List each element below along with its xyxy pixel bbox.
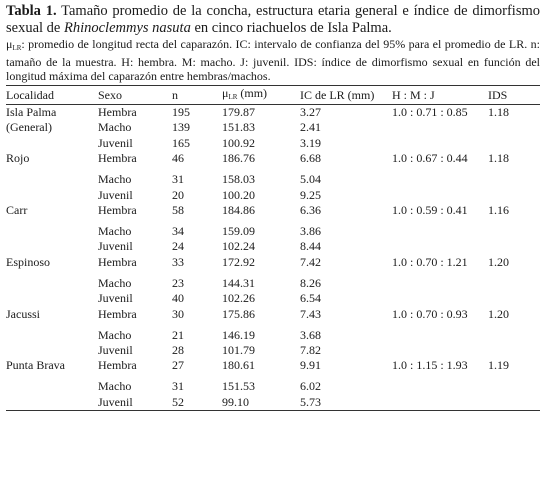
header-ic: IC de LR (mm) <box>300 86 392 105</box>
table-row <box>6 136 540 151</box>
cell-sexo: Macho <box>98 379 132 394</box>
cell-ids: 1.20 <box>488 306 509 321</box>
cell-mu: 144.31 <box>222 275 255 290</box>
cell-ids <box>488 328 540 343</box>
cell-mu: 102.24 <box>222 239 255 254</box>
cell-localidad: (General) <box>6 120 52 135</box>
cell-sexo: Hembra <box>98 358 137 373</box>
cell-ic: 8.26 <box>300 275 321 290</box>
cell-ratio: 1.0 : 0.59 : 0.41 <box>392 203 468 218</box>
cell-sexo: Juvenil <box>98 291 133 306</box>
cell-ids <box>488 120 540 135</box>
header-hmj: H : M : J <box>392 86 488 105</box>
cell-localidad <box>6 343 98 358</box>
cell-ids <box>488 224 540 239</box>
cell-sexo: Hembra <box>98 105 137 119</box>
cell-n: 52 <box>172 395 222 411</box>
table-row <box>6 328 540 343</box>
cell-mu: 172.92 <box>222 254 255 269</box>
cell-sexo: Macho <box>98 224 132 239</box>
cell-sexo: Juvenil <box>98 395 172 411</box>
cell-sexo: Juvenil <box>98 343 133 358</box>
cell-sexo: Juvenil <box>98 135 133 150</box>
cell-mu: 175.86 <box>222 306 255 321</box>
cell-sexo: Juvenil <box>98 187 133 202</box>
cell-ic: 6.68 <box>300 151 321 166</box>
header-mu-symbol: μ <box>222 86 229 100</box>
table-row <box>6 105 540 121</box>
cell-mu: 146.19 <box>222 327 255 342</box>
cell-ids: 1.18 <box>488 151 509 166</box>
cell-ratio <box>392 328 488 343</box>
cell-ratio: 1.0 : 0.70 : 0.93 <box>392 306 468 321</box>
cell-ratio <box>392 395 488 411</box>
cell-ic: 3.27 <box>300 105 321 119</box>
cell-localidad <box>6 239 98 254</box>
cell-mu: 102.26 <box>222 291 255 306</box>
table-row <box>6 276 540 291</box>
table-row <box>6 239 540 254</box>
cell-mu: 100.20 <box>222 187 255 202</box>
cell-sexo: Macho <box>98 120 132 135</box>
table-note <box>6 37 540 83</box>
table-row <box>6 307 540 328</box>
cell-n: 34 <box>172 224 184 239</box>
cell-ids <box>488 379 540 394</box>
table-caption <box>6 3 540 36</box>
cell-localidad <box>6 172 98 187</box>
table-row <box>6 188 540 203</box>
cell-ids <box>488 291 540 306</box>
cell-ids <box>488 239 540 254</box>
cell-mu: 180.61 <box>222 358 255 373</box>
cell-n: 58 <box>172 203 184 218</box>
cell-mu: 99.10 <box>222 395 300 411</box>
cell-n: 27 <box>172 358 184 373</box>
cell-localidad <box>6 395 98 411</box>
cell-ic: 9.91 <box>300 358 321 373</box>
cell-n: 195 <box>172 105 190 119</box>
cell-localidad: Punta Brava <box>6 358 65 373</box>
cell-mu: 179.87 <box>222 105 255 119</box>
data-table <box>6 85 540 411</box>
cell-sexo: Hembra <box>98 151 137 166</box>
cell-localidad <box>6 291 98 306</box>
cell-ratio: 1.0 : 0.70 : 1.21 <box>392 254 468 269</box>
cell-sexo: Macho <box>98 327 132 342</box>
header-ids: IDS <box>488 86 540 105</box>
cell-ic: 7.43 <box>300 306 321 321</box>
cell-localidad: Carr <box>6 203 28 218</box>
caption-text-2: en cinco riachuelos de Isla Palma. <box>190 19 392 36</box>
cell-ids: 1.16 <box>488 203 509 218</box>
cell-localidad <box>6 328 98 343</box>
cell-ic: 5.04 <box>300 172 321 187</box>
cell-n: 40 <box>172 291 184 306</box>
cell-ic: 7.82 <box>300 343 321 358</box>
header-localidad: Localidad <box>6 86 98 105</box>
header-sexo: Sexo <box>98 86 172 105</box>
caption-text-1: Tamaño promedio de la concha, estructura etaria general e índice de dimorfismo sexual de <box>6 3 541 36</box>
cell-mu: 159.09 <box>222 224 255 239</box>
cell-n: 165 <box>172 135 190 150</box>
table-row <box>6 224 540 239</box>
header-mu-sub: LR <box>228 93 238 101</box>
cell-ic: 6.36 <box>300 203 321 218</box>
cell-ratio <box>392 172 488 187</box>
cell-localidad: Rojo <box>6 151 30 166</box>
cell-ic: 3.19 <box>300 135 321 150</box>
table-row <box>6 379 540 394</box>
header-mu-unit: (mm) <box>237 86 268 100</box>
cell-n: 28 <box>172 343 184 358</box>
cell-ids: 1.19 <box>488 358 509 373</box>
cell-ic: 5.73 <box>300 395 392 411</box>
table-label: Tabla 1. <box>6 3 57 19</box>
cell-n: 31 <box>172 172 184 187</box>
cell-ratio <box>392 136 488 151</box>
cell-ic: 2.41 <box>300 120 321 135</box>
cell-ids <box>488 395 540 411</box>
cell-ic: 3.86 <box>300 224 321 239</box>
cell-localidad <box>6 379 98 394</box>
cell-mu: 101.79 <box>222 343 255 358</box>
cell-ids <box>488 276 540 291</box>
cell-localidad <box>6 136 98 151</box>
cell-mu: 158.03 <box>222 172 255 187</box>
cell-localidad <box>6 224 98 239</box>
cell-ratio <box>392 239 488 254</box>
cell-ratio <box>392 379 488 394</box>
cell-n: 21 <box>172 327 184 342</box>
table-row <box>6 343 540 358</box>
cell-sexo: Hembra <box>98 203 137 218</box>
table-row <box>6 358 540 379</box>
cell-mu: 184.86 <box>222 203 255 218</box>
cell-n: 23 <box>172 275 184 290</box>
table-row <box>6 395 540 411</box>
cell-sexo: Hembra <box>98 306 137 321</box>
cell-localidad <box>6 276 98 291</box>
cell-ids <box>488 188 540 203</box>
table-caption-block <box>6 3 540 83</box>
cell-ratio <box>392 188 488 203</box>
cell-n: 33 <box>172 254 184 269</box>
table-row <box>6 151 540 172</box>
header-row <box>6 86 540 105</box>
species-name: Rhinoclemmys nasuta <box>63 19 191 36</box>
header-n: n <box>172 86 222 105</box>
cell-ids <box>488 343 540 358</box>
cell-ratio: 1.0 : 0.67 : 0.44 <box>392 151 468 166</box>
cell-ic: 9.25 <box>300 187 321 202</box>
note-mu-sub: LR <box>12 44 22 52</box>
note-text: : promedio de longitud recta del caparazón. IC: intervalo de confianza del 95% para el promedio de LR. n: tamaño de la muestra. H: hembra. M: macho. J: juvenil. IDS: índice de dimorfismo sexual en función del longitud máxima del caparazón entre hembras/machos. <box>6 37 540 83</box>
cell-ratio <box>392 276 488 291</box>
cell-n: 30 <box>172 306 184 321</box>
cell-ic: 6.02 <box>300 379 321 394</box>
cell-mu: 151.83 <box>222 120 255 135</box>
cell-n: 20 <box>172 187 184 202</box>
cell-localidad: Jacussi <box>6 306 40 321</box>
cell-ids <box>488 172 540 187</box>
cell-mu: 186.76 <box>222 151 255 166</box>
cell-n: 31 <box>172 379 184 394</box>
cell-sexo: Juvenil <box>98 239 133 254</box>
cell-ic: 6.54 <box>300 291 321 306</box>
cell-n: 24 <box>172 239 184 254</box>
table-row <box>6 120 540 135</box>
cell-localidad: Isla Palma <box>6 105 57 119</box>
table-row <box>6 172 540 187</box>
table-row <box>6 291 540 306</box>
cell-ratio <box>392 120 488 135</box>
cell-ic: 3.68 <box>300 327 321 342</box>
header-mu <box>222 86 300 105</box>
cell-ic: 8.44 <box>300 239 321 254</box>
cell-sexo: Macho <box>98 172 132 187</box>
table-body <box>6 105 540 411</box>
cell-n: 139 <box>172 120 190 135</box>
cell-sexo: Macho <box>98 275 132 290</box>
cell-mu: 100.92 <box>222 135 255 150</box>
cell-ratio <box>392 224 488 239</box>
cell-ratio <box>392 343 488 358</box>
cell-ic: 7.42 <box>300 254 321 269</box>
cell-ids: 1.20 <box>488 254 509 269</box>
note-mu: μ <box>6 37 13 51</box>
cell-localidad <box>6 188 98 203</box>
table-row <box>6 203 540 224</box>
cell-localidad: Espinoso <box>6 254 51 269</box>
cell-ids: 1.18 <box>488 105 509 119</box>
cell-n: 46 <box>172 151 184 166</box>
cell-ratio: 1.0 : 0.71 : 0.85 <box>392 105 468 119</box>
cell-mu: 151.53 <box>222 379 255 394</box>
cell-ratio <box>392 291 488 306</box>
table-row <box>6 255 540 276</box>
cell-ratio: 1.0 : 1.15 : 1.93 <box>392 358 468 373</box>
cell-sexo: Hembra <box>98 254 137 269</box>
cell-ids <box>488 136 540 151</box>
